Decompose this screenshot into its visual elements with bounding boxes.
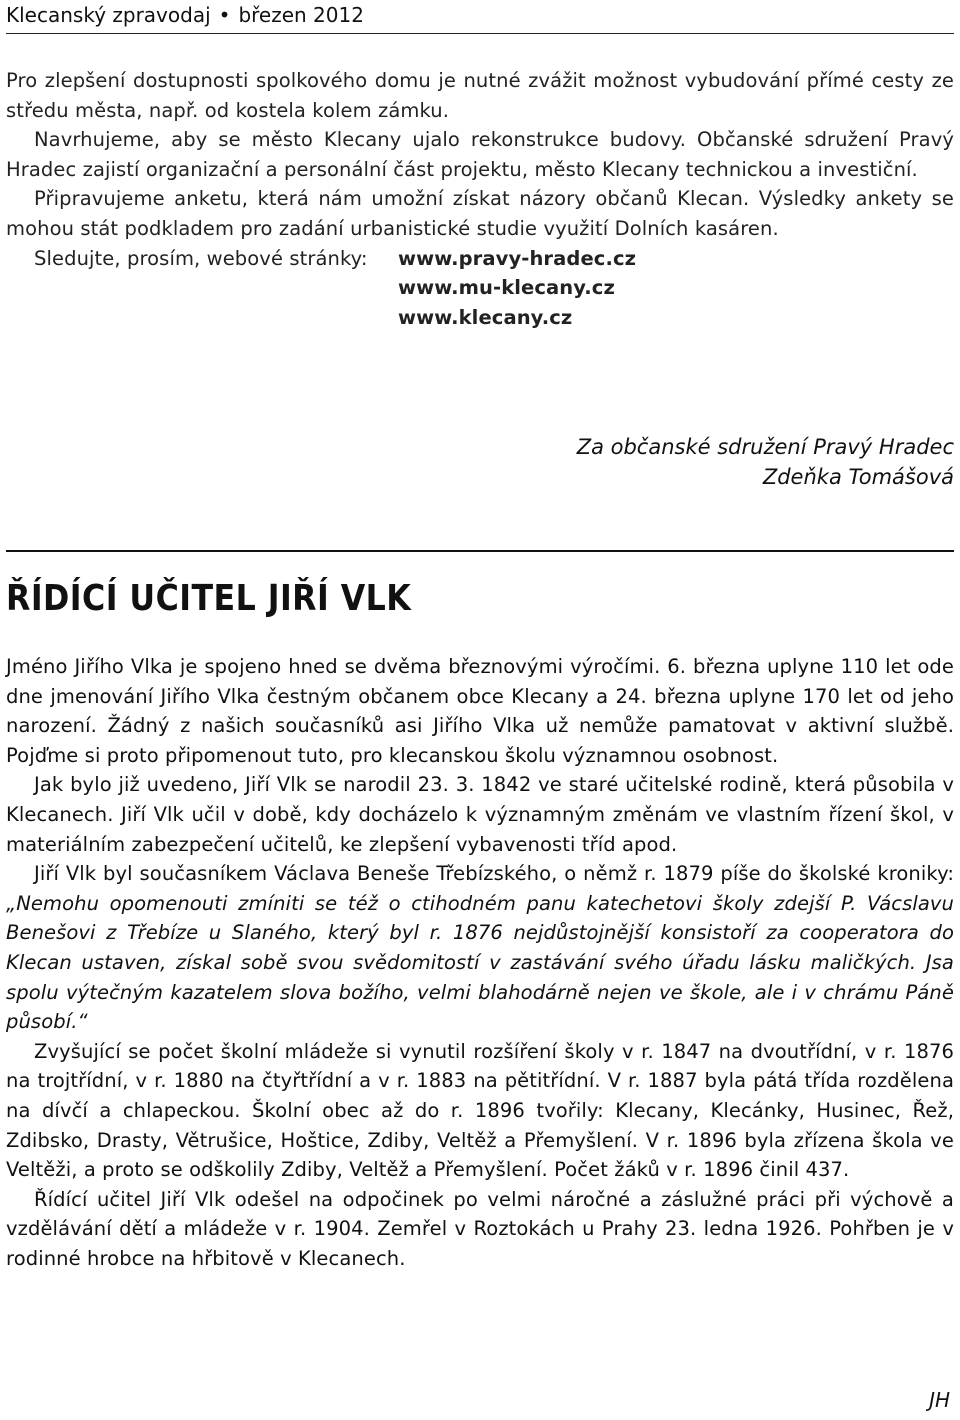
paragraph: Navrhujeme, aby se město Klecany ujalo rekonstrukce budovy. Občanské sdružení Pravý Hradec zajistí organizační a personální část projektu, město Klecany technickou a investiční. [6,128,954,181]
quote-intro: Jiří Vlk byl současníkem Václava Beneše Třebízského, o němž r. 1879 píše do školské kroniky: [34,862,954,886]
paragraph: Jméno Jiřího Vlka je spojeno hned se dvěma březnovými výročími. 6. března uplyne 110 let ode dne jmenování Jiřího Vlka čestným občanem obce Klecany a 24. března uplyne 170 let od jeho narození. Žádný z našich současníků asi Jiřího Vlka už nemůže pamatovat v aktivní službě. Pojďme si proto připomenout tuto, pro klecanskou školu významnou osobnost. [6,655,954,767]
link-pravy-hradec[interactable]: www.pravy-hradec.cz [398,246,637,270]
signature-organization: Za občanské sdružení Pravý Hradec [576,435,954,459]
paragraph: Pro zlepšení dostupnosti spolkového domu je nutné zvážit možnost vybudování přímé cesty ze středu města, např. od kostela kolem zámku. [6,69,954,122]
links-list [398,244,636,333]
link-mu-klecany[interactable]: www.mu-klecany.cz [398,276,615,300]
paragraph-with-quote [6,859,954,1037]
signature-author: Zdeňka Tomášová [762,465,954,489]
chronicle-quote: „Nemohu opomenouti zmíniti se též o ctihodném panu katechetovi školy zdejší P. Vácslavu Benešovi z Třebíze u Slaného, který byl r. 1876 nejdůstojnější konsistoří za cooperatora do Klecan ustaven, získal sobě svou svědomitostí v zastávání svého úřadu lásku maličkých. Jsa spolu výtečným kazatelem slova božího, velmi blahodárně nejen ve škole, ale i v chrámu Páně působí.“ [6,891,954,1034]
web-links-block [6,244,954,333]
author-initials: JH [929,1388,950,1412]
issue-date: březen 2012 [238,3,364,27]
article-spolkovy-dum [6,66,954,332]
link-klecany[interactable]: www.klecany.cz [398,305,573,329]
paragraph: Připravujeme anketu, která nám umožní získat názory občanů Klecan. Výsledky ankety se mohou stát podkladem pro zadání urbanistické studie využití Dolních kasáren. [6,187,954,240]
header-bullet: • [218,3,231,27]
paragraph: Řídící učitel Jiří Vlk odešel na odpočinek po velmi náročné a záslužné práci při výchově a vzdělávání dětí a mládeže v r. 1904. Zemřel v Roztokách u Prahy 23. ledna 1926. Pohřben je v rodinné hrobce na hřbitově v Klecanech. [6,1187,954,1270]
article-signature [577,432,954,492]
article-jiri-vlk [6,652,954,1273]
article-title: ŘÍDÍCÍ UČITEL JIŘÍ VLK [6,578,412,619]
page-header [6,0,954,34]
links-label: Sledujte, prosím, webové stránky: [34,246,368,270]
publication-name: Klecanský zpravodaj [6,3,211,27]
document-page [6,0,954,1412]
paragraph: Zvyšující se počet školní mládeže si vynutil rozšíření školy v r. 1847 na dvoutřídní, v r. 1876 na trojtřídní, v r. 1880 na čtyřtřídní a v r. 1883 na pětitřídní. V r. 1887 byla pátá třída rozdělena na dívčí a chlapeckou. Školní obec až do r. 1896 tvořily: Klecany, Klecánky, Husinec, Řež, Zdibsko, Drasty, Větrušice, Hoštice, Zdiby, Veltěž a Přemyšlení. V r. 1896 byla zřízena škola ve Veltěži, a proto se odškolily Zdiby, Veltěž a Přemyšlení. Počet žáků v r. 1896 činil 437. [6,1039,954,1182]
section-divider [6,550,954,552]
paragraph: Jak bylo již uvedeno, Jiří Vlk se narodil 23. 3. 1842 ve staré učitelské rodině, která působila v Klecanech. Jiří Vlk učil v době, kdy docházelo k významným změnám ve vlastním řízení škol, v materiálním zabezpečení učitelů, ke zlepšení vybavenosti tříd apod. [6,773,954,856]
